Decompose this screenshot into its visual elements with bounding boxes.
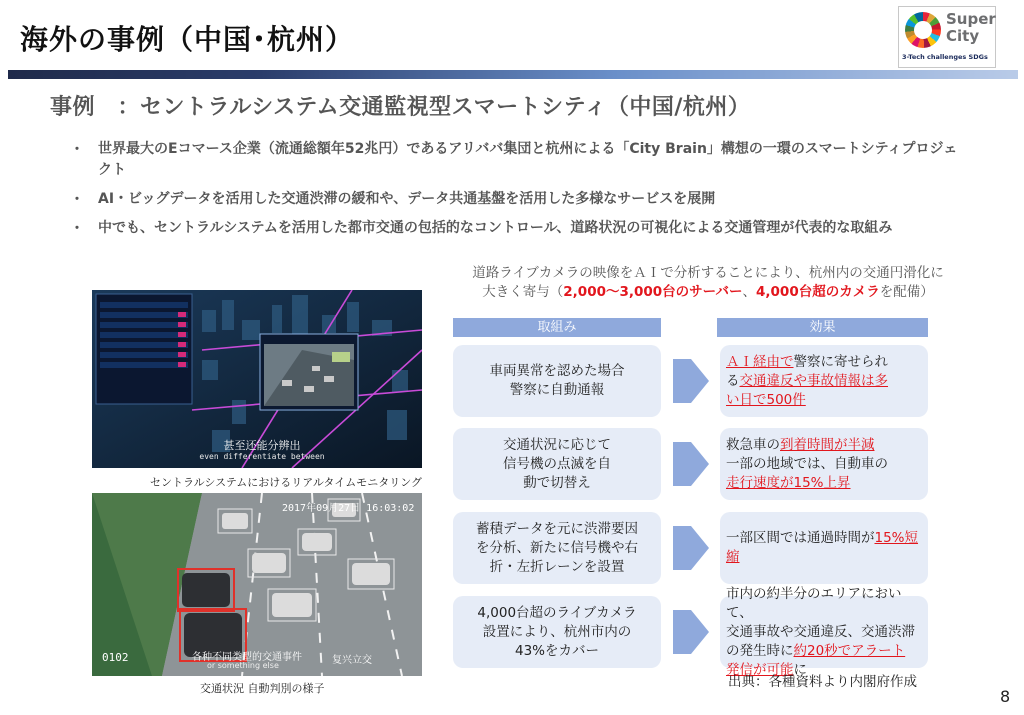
logo-word-super: Super — [946, 10, 996, 28]
chevron-right-arrow-icon — [673, 434, 709, 494]
chevron-right-arrow-icon — [673, 518, 709, 578]
action-box: 車両異常を認めた場合 警察に自動通報 — [453, 345, 661, 417]
camera-caption: 交通状況 自動判別の様子 — [200, 682, 325, 695]
effect-highlight: 到着時間が半減 — [780, 436, 875, 453]
effect-highlight: 走行速度が15%上昇 — [726, 474, 851, 491]
caption-text: 大きく寄与（ — [482, 284, 564, 300]
bullet-text: 中でも、セントラルシステムを活用した都市交通の包括的なコントロール、道路状況の可視化による交通管理が代表的な取組み — [98, 220, 893, 236]
camera-overlay-text: 各种不同类型的交通事件 — [192, 652, 302, 663]
page-number: 8 — [1000, 687, 1011, 706]
effect-text — [726, 436, 922, 493]
bullet-text: 世界最大のEコマース企業（流通総額年52兆円）であるアリババ集団と杭州による「City Brain」構想の一環のスマートシティプロジェクト — [98, 141, 958, 178]
effect-highlight: 15%短縮 — [726, 530, 919, 565]
camera-timestamp: 2017年09月27日 16:03:02 — [282, 503, 415, 514]
monitor-caption: セントラルシステムにおけるリアルタイムモニタリング — [150, 476, 422, 489]
effect-run: 市内の約半分のエリアにおいて、 交通事故や交通違反、交通渋滞 の発生時に — [726, 585, 915, 659]
effect-text — [726, 585, 922, 680]
super-city-logo — [898, 6, 996, 68]
panel-caption — [448, 264, 968, 302]
action-box: 蓄積データを元に渋滞要因 を分析、新たに信号機や右 折・左折レーンを設置 — [453, 512, 661, 584]
logo-word-city: City — [946, 27, 980, 45]
camera-id: 0102 — [102, 651, 129, 664]
effect-text — [726, 353, 922, 410]
traffic-camera-image — [92, 493, 422, 676]
slide-title: 海外の事例（中国･杭州） — [20, 23, 355, 56]
source-note: 出典：各種資料より内閣府作成 — [728, 674, 917, 690]
chevron-right-arrow-icon — [673, 602, 709, 662]
bullet-marker: ・ — [70, 192, 84, 208]
monitor-overlay-english: even differentiate between — [199, 452, 325, 461]
effect-run: 救急車の — [726, 436, 780, 453]
effect-highlight: 約20秒でアラート 発信が可能 — [726, 642, 906, 678]
caption-text: 、 — [742, 284, 757, 300]
action-box: 4,000台超のライブカメラ 設置により、杭州市内の 43%をカバー — [453, 596, 661, 668]
effects-column-header: 効果 — [717, 318, 928, 337]
effect-box — [720, 512, 928, 584]
effect-box — [720, 585, 928, 678]
effect-text — [726, 529, 922, 567]
caption-text: を配備） — [879, 284, 934, 300]
camera-overlay-english: or something else — [207, 661, 279, 670]
bullet-text: AI・ビッグデータを活用した交通渋滞の緩和や、データ共通基盤を活用した多様なサービスを展開 — [98, 191, 716, 207]
effect-box — [720, 428, 928, 500]
effect-run: に — [793, 661, 807, 678]
caption-highlight-cameras: 4,000台超のカメラ — [756, 284, 880, 300]
action-box: 交通状況に応じて 信号機の点滅を自 動で切替え — [453, 428, 661, 500]
effect-highlight: 交通違反や事故情報は多 い日で500件 — [726, 372, 888, 408]
camera-place: 复兴立交 — [332, 655, 372, 666]
bullet-marker: ・ — [70, 221, 84, 237]
effect-box — [720, 345, 928, 417]
caption-highlight-servers: 2,000～3,000台のサーバー — [563, 284, 743, 300]
title-underline-bar — [8, 70, 1018, 79]
logo-tagline: 3-Tech challenges SDGs — [902, 53, 988, 61]
caption-line-2 — [448, 283, 968, 302]
bullet-marker: ・ — [70, 142, 84, 158]
sdgs-wheel-icon — [905, 12, 941, 48]
caption-line-1: 道路ライブカメラの映像をＡＩで分析することにより、杭州内の交通円滑化に — [472, 265, 944, 281]
monitoring-screenshot — [92, 290, 422, 468]
effect-highlight: ＡＩ経由で — [726, 353, 794, 370]
effect-run: 一部区間では通過時間が — [726, 530, 875, 546]
effect-run: 警察に寄せられ る — [726, 353, 888, 389]
case-subtitle: 事例 ：セントラルシステム交通監視型スマートシティ（中国/杭州） — [50, 95, 751, 120]
monitor-overlay-text: 甚至还能分辨出 — [223, 439, 301, 452]
actions-column-header: 取組み — [453, 318, 661, 337]
chevron-right-arrow-icon — [673, 351, 709, 411]
effect-run: 一部の地域では、自動車の — [726, 455, 888, 472]
